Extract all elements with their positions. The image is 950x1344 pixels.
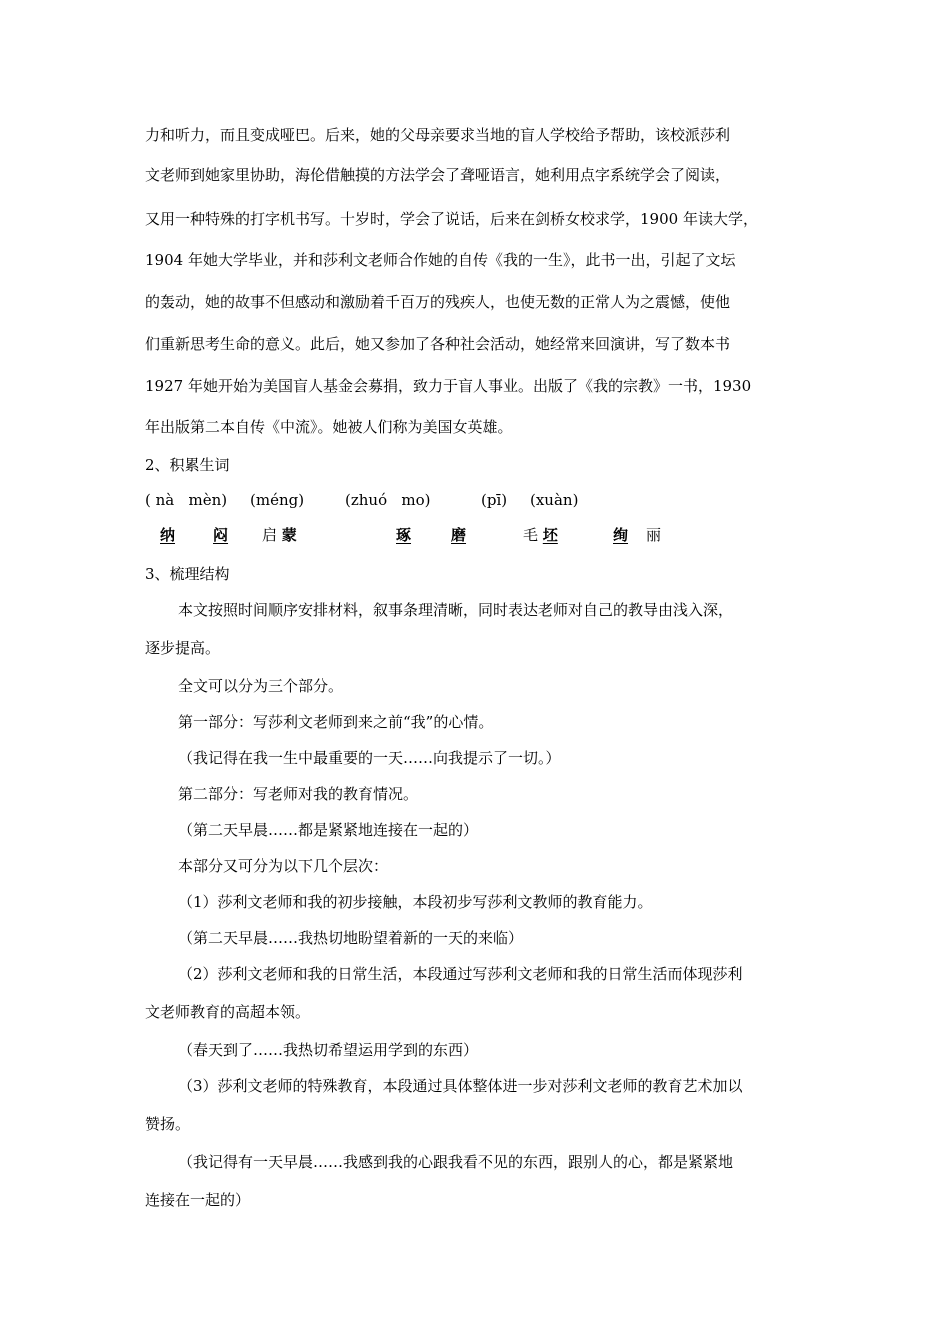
- structure-line: （第二天早晨……我热切地盼望着新的一天的来临）: [178, 929, 524, 947]
- structure-line: 连接在一起的）: [145, 1191, 251, 1209]
- pinyin-xuan: (xuàn): [530, 491, 579, 509]
- structure-line: （第二天早晨……都是紧紧地连接在一起的）: [178, 821, 479, 839]
- structure-line: 本文按照时间顺序安排材料，叙事条理清晰，同时表达老师对自己的教导由浅入深，: [178, 601, 734, 619]
- structure-line: 逐步提高。: [145, 639, 221, 657]
- vocab-word-namen: 纳 闷: [160, 526, 229, 544]
- vocab-word-xuanli: 绚 丽: [613, 526, 662, 544]
- structure-line: （春天到了……我热切希望运用学到的东西）: [178, 1041, 479, 1059]
- structure-line: （3）莎利文老师的特殊教育，本段通过具体整体进一步对莎利文老师的教育艺术加以: [178, 1077, 743, 1095]
- structure-line: （1）莎利文老师和我的初步接触，本段初步写莎利文教师的教育能力。: [178, 893, 653, 911]
- bio-line: 又用一种特殊的打字机书写。十岁时，学会了说话，后来在剑桥女校求学，1900 年读大学，: [145, 210, 758, 228]
- bio-line: 的轰动，她的故事不但感动和激励着千百万的残疾人，也使无数的正常人为之震憾，使他: [145, 293, 731, 311]
- structure-line: （我记得在我一生中最重要的一天……向我提示了一切。）: [178, 749, 561, 767]
- vocab-word-zhuomo: 琢 磨: [396, 526, 467, 544]
- pinyin-na-men: ( nà mèn): [145, 491, 228, 509]
- vocab-word-qimeng: 启 蒙: [262, 526, 297, 544]
- vocab-word-maopi: 毛 坯: [523, 526, 558, 544]
- bio-line: 力和听力，而且变成哑巴。后来，她的父母亲要求当地的盲人学校给予帮助，该校派莎利: [145, 126, 731, 144]
- structure-line: 本部分又可分为以下几个层次：: [178, 857, 389, 875]
- pinyin-meng: (méng): [250, 491, 305, 509]
- bio-line: 1904 年她大学毕业，并和莎利文老师合作她的自传《我的一生》，此书一出，引起了文坛: [145, 251, 736, 269]
- bio-line: 1927 年她开始为美国盲人基金会募捐，致力于盲人事业。出版了《我的宗教》一书，1930: [145, 377, 752, 395]
- bio-line: 文老师到她家里协助，海伦借触摸的方法学会了聋哑语言，她利用点字系统学会了阅读，: [145, 166, 731, 184]
- section-heading: 2、积累生词: [145, 456, 230, 474]
- pinyin-pi: (pī): [481, 491, 508, 509]
- section-heading: 3、梳理结构: [145, 565, 230, 583]
- structure-line: 全文可以分为三个部分。: [178, 677, 344, 695]
- structure-line: （我记得有一天早晨……我感到我的心跟我看不见的东西，跟别人的心，都是紧紧地: [178, 1153, 734, 1171]
- structure-line: 第一部分：写莎利文老师到来之前“我”的心情。: [178, 713, 494, 731]
- structure-line: 赞扬。: [145, 1115, 191, 1133]
- structure-line: （2）莎利文老师和我的日常生活，本段通过写莎利文老师和我的日常生活而体现莎利: [178, 965, 743, 983]
- structure-line: 第二部分：写老师对我的教育情况。: [178, 785, 419, 803]
- bio-line: 年出版第二本自传《中流》。她被人们称为美国女英雄。: [145, 418, 513, 436]
- structure-line: 文老师教育的高超本领。: [145, 1003, 311, 1021]
- pinyin-zhuo-mo: (zhuó mo): [345, 491, 431, 509]
- bio-line: 们重新思考生命的意义。此后，她又参加了各种社会活动，她经常来回演讲，写了数本书: [145, 335, 731, 353]
